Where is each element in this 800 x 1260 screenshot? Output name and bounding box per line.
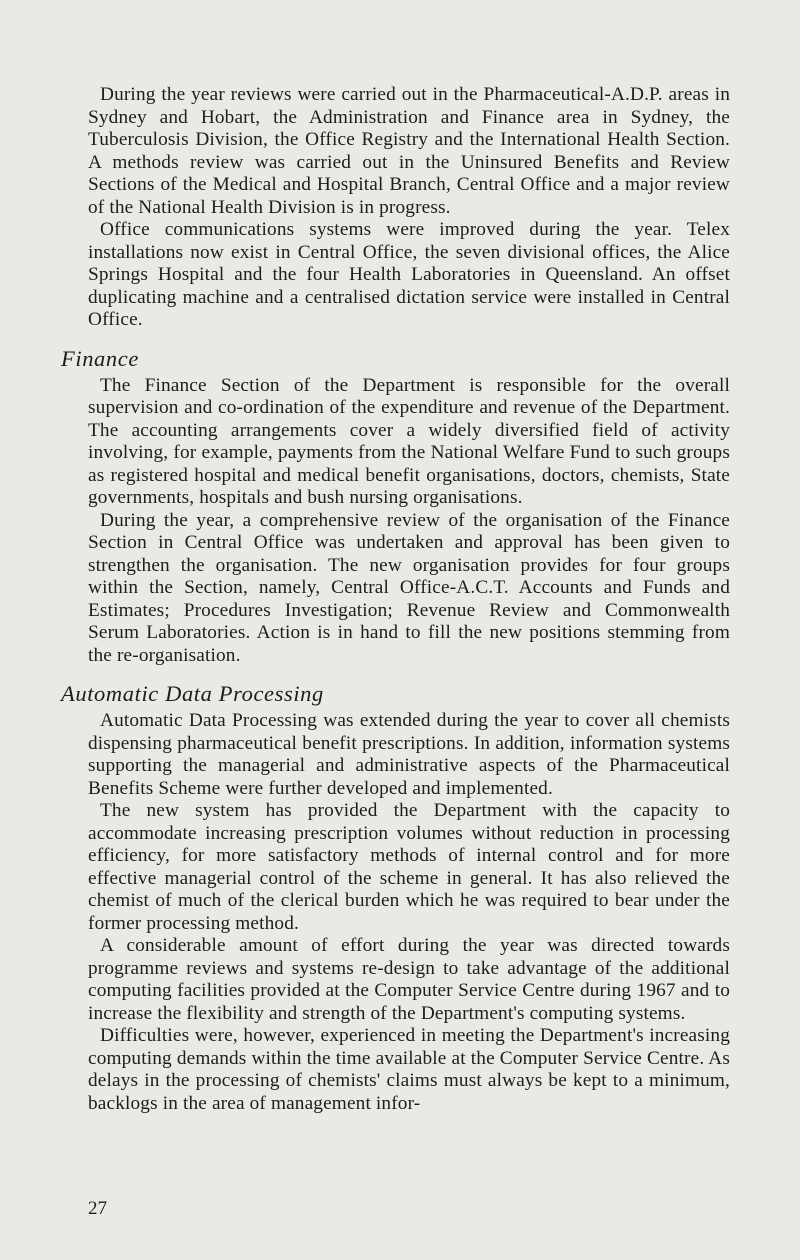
adp-paragraph-1: Automatic Data Processing was extended during the year to cover all chemists dispensing pharmaceutical benefit prescriptions. In addition, information systems supporting the managerial and administrative aspects of the Pharmaceutical Benefits Scheme were further developed and implemented. — [88, 710, 730, 799]
intro-paragraph-2: Office communications systems were improved during the year. Telex installations now exist in Central Office, the seven divisional offices, the Alice Springs Hospital and the four Health Laboratories in Queensland. An offset duplicating machine and a centralised dictation service were installed in Central Office. — [88, 219, 730, 330]
section-heading-automatic-data-processing: Automatic Data Processing — [61, 681, 324, 706]
adp-paragraph-3: A considerable amount of effort during the year was directed towards programme reviews and systems re-design to take advantage of the additional computing facilities provided at the Computer Service Centre during 1967 and to increase the flexibility and strength of the Department's computing systems. — [88, 935, 730, 1024]
page-number: 27 — [88, 1198, 107, 1219]
section-heading-finance: Finance — [61, 345, 139, 371]
adp-paragraph-4: Difficulties were, however, experienced in meeting the Department's increasing computing demands within the time available at the Computer Service Centre. As delays in the processing of chemists' claims must always be kept to a minimum, backlogs in the area of management infor- — [88, 1025, 730, 1114]
finance-paragraph-1: The Finance Section of the Department is responsible for the overall supervision and co-ordination of the expenditure and revenue of the Department. The accounting arrangements cover a widely diversified field of activity involving, for example, payments from the National Welfare Fund to such groups as registered hospital and medical benefit organisations, doctors, chemists, State governments, hospitals and bush nursing organisations. — [88, 374, 730, 508]
body-text — [61, 84, 730, 1115]
adp-paragraph-2: The new system has provided the Department with the capacity to accommodate increasing prescription volumes without reduction in processing efficiency, for more satisfactory methods of internal control and for more effective managerial control of the scheme in general. It has also relieved the chemist of much of the clerical burden which he was required to bear under the former processing method. — [88, 800, 730, 934]
intro-paragraph-1: During the year reviews were carried out in the Pharmaceutical-A.D.P. areas in Sydney and Hobart, the Administration and Finance area in Sydney, the Tuberculosis Division, the Office Registry and the International Health Section. A methods review was carried out in the Uninsured Benefits and Review Sections of the Medical and Hospital Branch, Central Office and a major review of the National Health Division is in progress. — [88, 84, 730, 218]
finance-paragraph-2: During the year, a comprehensive review of the organisation of the Finance Section in Central Office was undertaken and approval has been given to strengthen the organisation. The new organisation provides for four groups within the Section, namely, Central Office-A.C.T. Accounts and Funds and Estimates; Procedures Investigation; Revenue Review and Commonwealth Serum Laboratories. Action is in hand to fill the new positions stemming from the re-organisation. — [88, 509, 730, 666]
